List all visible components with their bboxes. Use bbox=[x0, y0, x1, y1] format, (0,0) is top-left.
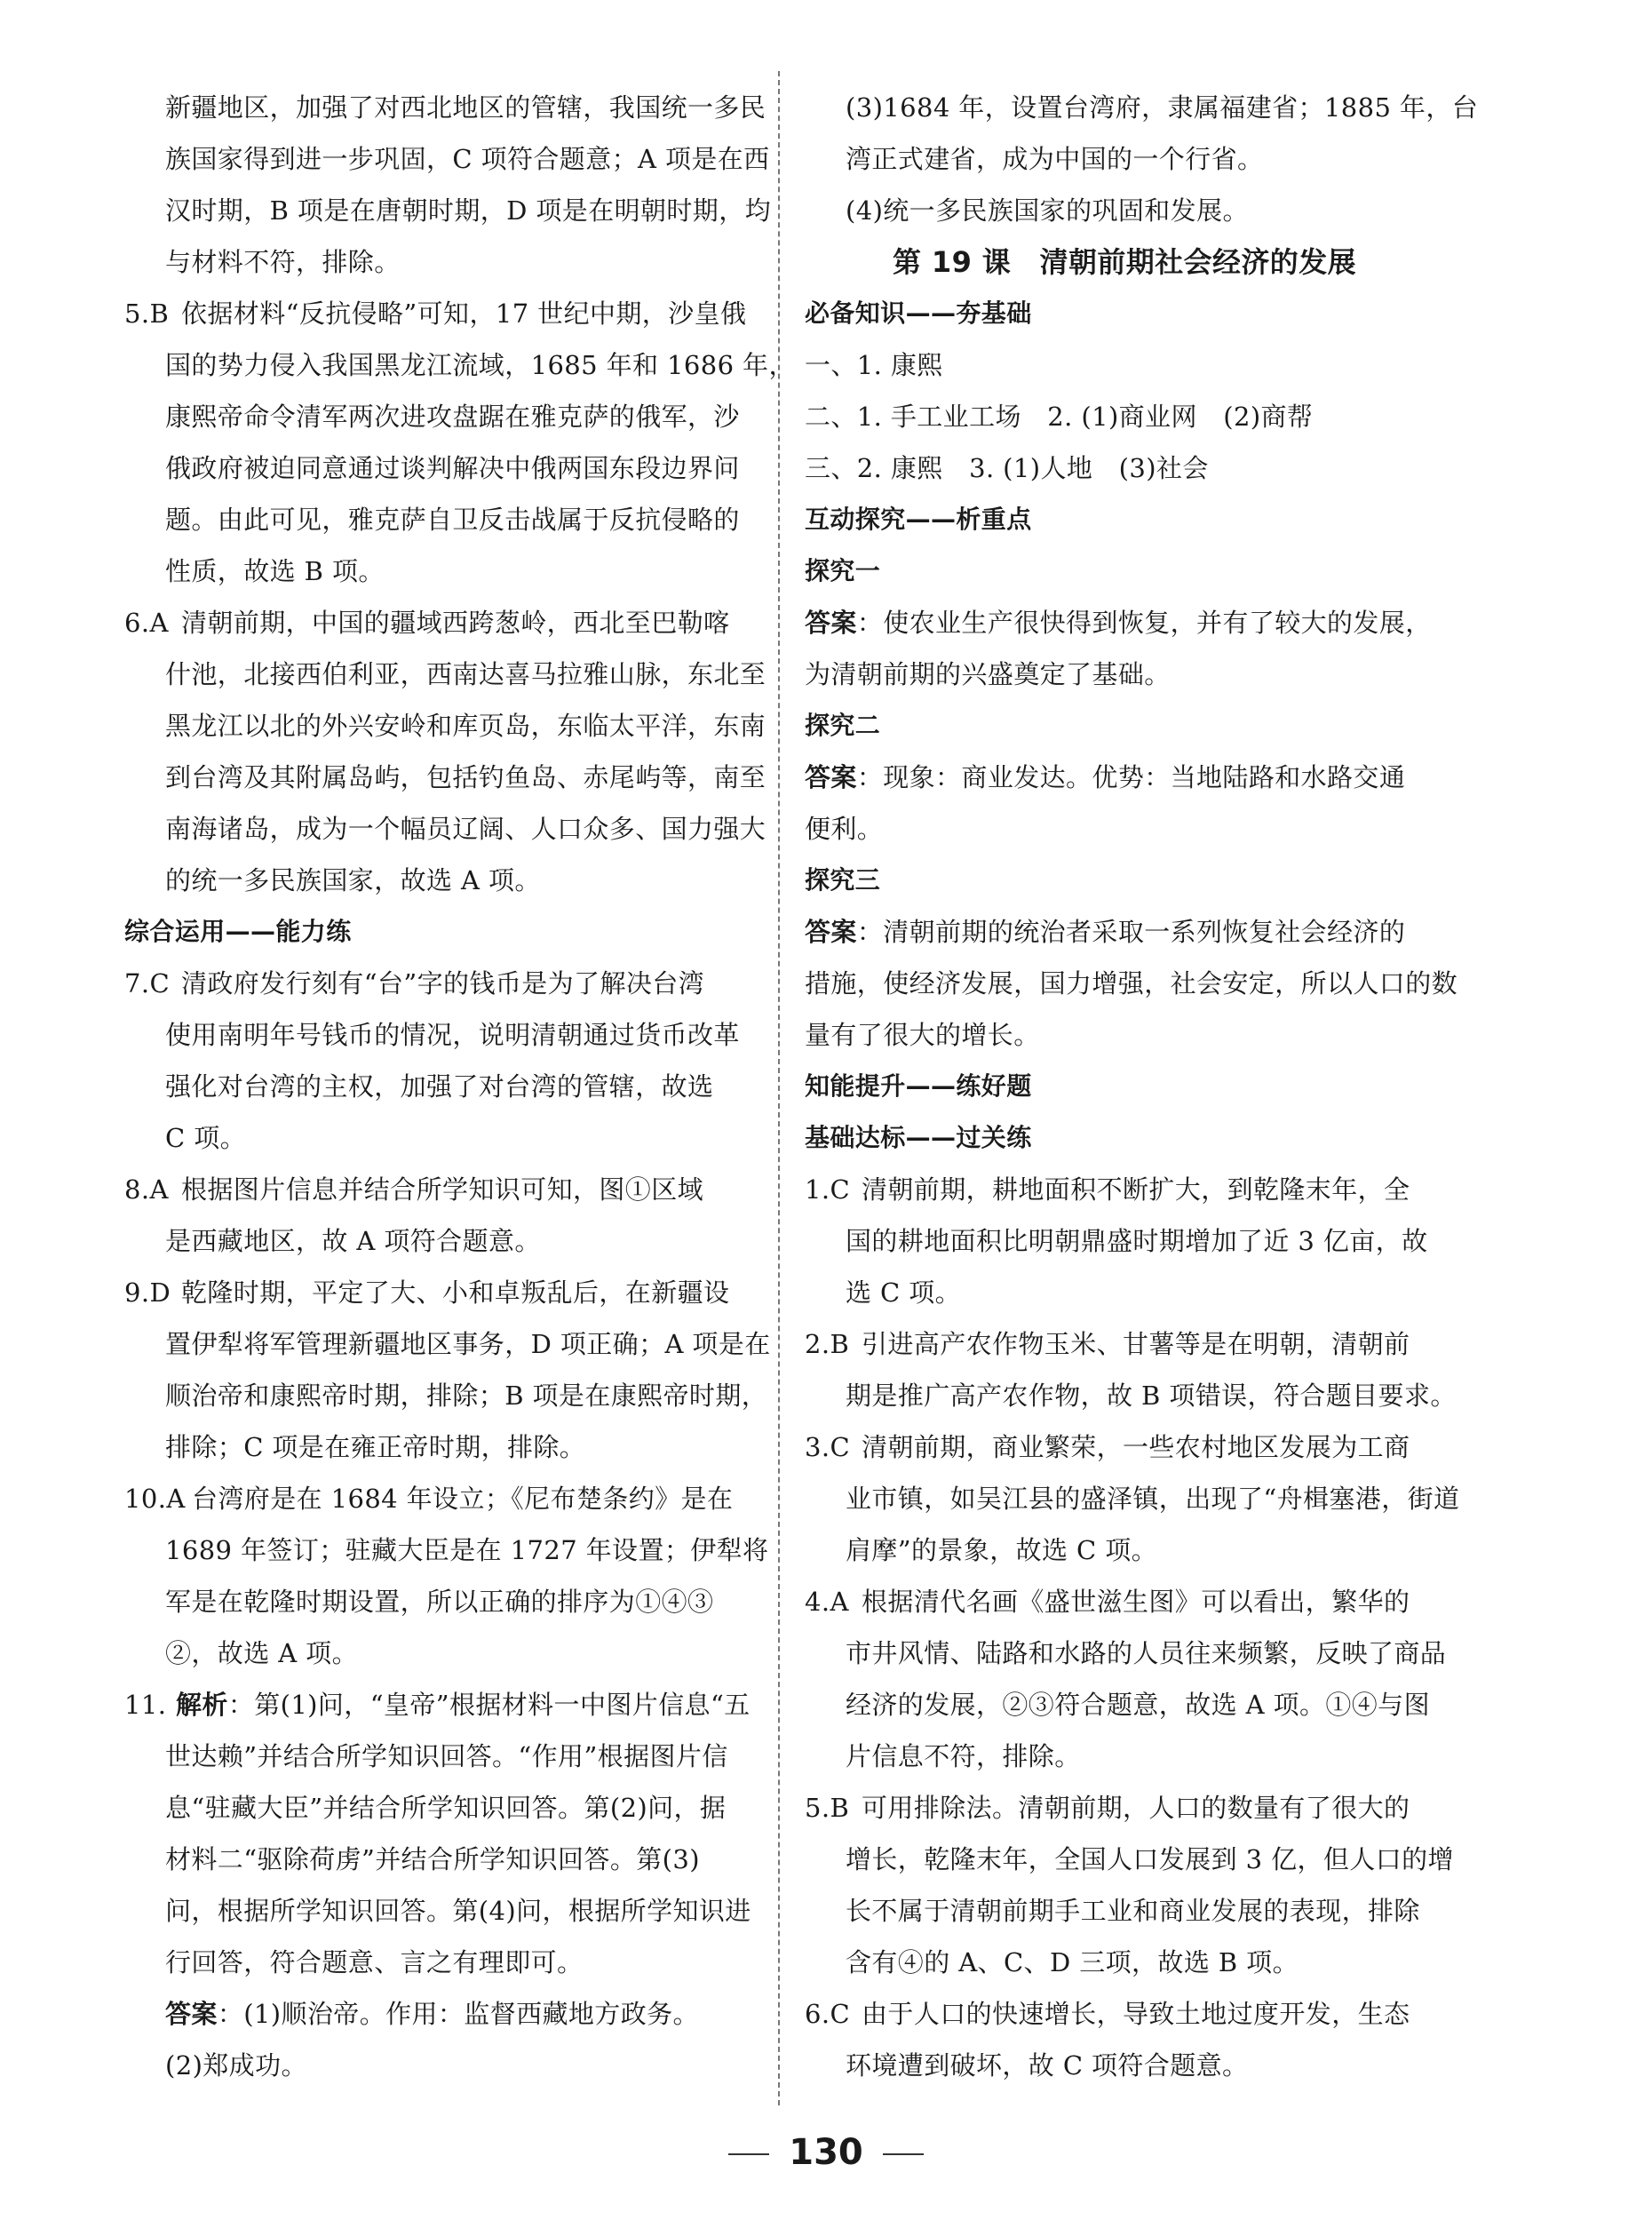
text-line: 片信息不符，排除。 bbox=[846, 1741, 1081, 1771]
subsection-heading: 探究三 bbox=[805, 865, 881, 895]
section-heading: 互动探究——析重点 bbox=[805, 505, 1032, 534]
section-heading: 综合运用——能力练 bbox=[124, 917, 352, 946]
section-heading: 必备知识——夯基础 bbox=[805, 298, 1032, 328]
answer-text: ：现象：商业发达。优势：当地陆路和水路交通 bbox=[856, 762, 1406, 792]
text-line: 新疆地区，加强了对西北地区的管辖，我国统一多民 bbox=[165, 92, 766, 123]
answer-line bbox=[805, 597, 1444, 649]
text-line: ②，故选 A 项。 bbox=[165, 1638, 358, 1668]
text-line: 市井风情、陆路和水路的人员往来频繁，反映了商品 bbox=[846, 1638, 1447, 1668]
text-line: 湾正式建省，成为中国的一个行省。 bbox=[846, 144, 1264, 174]
item-number: 3.C bbox=[805, 1432, 851, 1462]
text-line: 是西藏地区，故 A 项符合题意。 bbox=[165, 1226, 541, 1256]
text-line: (4)统一多民族国家的巩固和发展。 bbox=[846, 195, 1249, 226]
answer-text: ：(1)顺治帝。作用：监督西藏地方政务。 bbox=[217, 1999, 699, 2029]
text-line: 到台湾及其附属岛屿，包括钓鱼岛、赤尾屿等，南至 bbox=[165, 762, 766, 792]
item-text: 依据材料“反抗侵略”可知，17 世纪中期，沙皇俄 bbox=[181, 298, 747, 329]
answer-item-2 bbox=[805, 1318, 1444, 1370]
text-line: (2)郑成功。 bbox=[165, 2050, 307, 2081]
answer-item-6 bbox=[124, 597, 764, 649]
text-line: 康熙帝命令清军两次进攻盘踞在雅克萨的俄军，沙 bbox=[165, 402, 740, 432]
item-number: 5.B bbox=[124, 298, 170, 329]
item-number: 6.C bbox=[805, 1999, 851, 2029]
item-text: 根据清代名画《盛世滋生图》可以看出，繁华的 bbox=[862, 1587, 1410, 1617]
lesson-title: 第 19 课 清朝前期社会经济的发展 bbox=[892, 245, 1356, 279]
answer-text: ：使农业生产很快得到恢复，并有了较大的发展， bbox=[856, 608, 1432, 638]
subsection-heading: 探究二 bbox=[805, 711, 881, 740]
text-line: 肩摩”的景象，故选 C 项。 bbox=[846, 1535, 1158, 1565]
text-line: C 项。 bbox=[165, 1123, 247, 1153]
item-text: 根据图片信息并结合所学知识可知，图①区域 bbox=[181, 1174, 704, 1205]
answer-item-8 bbox=[124, 1164, 764, 1215]
item-text: 清政府发行刻有“台”字的钱币是为了解决台湾 bbox=[181, 968, 705, 999]
section-heading: 知能提升——练好题 bbox=[805, 1071, 1032, 1101]
answer-line bbox=[124, 1988, 764, 2040]
text-line: 1689 年签订；驻藏大臣是在 1727 年设置；伊犁将 bbox=[165, 1535, 769, 1565]
page-number bbox=[0, 2132, 1652, 2173]
text-line: 族国家得到进一步巩固，C 项符合题意；A 项是在西 bbox=[165, 144, 770, 174]
text-line: 国的势力侵入我国黑龙江流域，1685 年和 1686 年， bbox=[165, 350, 795, 380]
item-number: 6.A bbox=[124, 608, 169, 638]
item-number: 11. bbox=[124, 1690, 167, 1720]
item-text: ：第(1)问，“皇帝”根据材料一中图片信息“五 bbox=[227, 1690, 751, 1720]
right-column bbox=[805, 82, 1479, 2091]
item-text: 台湾府是在 1684 年设立；《尼布楚条约》是在 bbox=[192, 1484, 734, 1514]
item-number: 8.A bbox=[124, 1174, 169, 1205]
item-number: 9.D bbox=[124, 1277, 171, 1308]
answer-item-5 bbox=[805, 1782, 1444, 1834]
page-dash-right bbox=[883, 2153, 924, 2155]
item-number: 1.C bbox=[805, 1174, 851, 1205]
item-text: 可用排除法。清朝前期，人口的数量有了很大的 bbox=[862, 1793, 1410, 1823]
text-line: 选 C 项。 bbox=[846, 1277, 962, 1308]
page-number-text: 130 bbox=[789, 2132, 863, 2173]
text-line: 南海诸岛，成为一个幅员辽阔、人口众多、国力强大 bbox=[165, 814, 766, 844]
text-line: 经济的发展，②③符合题意，故选 A 项。①④与图 bbox=[846, 1690, 1430, 1720]
answer-label: 答案 bbox=[805, 762, 857, 792]
answer-item-10 bbox=[124, 1473, 764, 1524]
text-line: 世达赖”并结合所学知识回答。“作用”根据图片信 bbox=[165, 1741, 728, 1771]
answer-label: 答案 bbox=[165, 1999, 218, 2029]
text-line: 强化对台湾的主权，加强了对台湾的管辖，故选 bbox=[165, 1071, 714, 1102]
knowledge-line: 一、1. 康熙 bbox=[805, 350, 943, 380]
knowledge-line: 二、1. 手工业工场 2. (1)商业网 (2)商帮 bbox=[805, 402, 1314, 432]
text-line: 顺治帝和康熙帝时期，排除；B 项是在康熙帝时期， bbox=[165, 1381, 768, 1411]
text-line: 排除；C 项是在雍正帝时期，排除。 bbox=[165, 1432, 586, 1462]
text-line: 问，根据所学知识回答。第(4)问，根据所学知识进 bbox=[165, 1896, 751, 1926]
item-text: 清朝前期，耕地面积不断扩大，到乾隆末年，全 bbox=[862, 1174, 1410, 1205]
text-line: 措施，使经济发展，国力增强，社会安定，所以人口的数 bbox=[805, 968, 1458, 999]
item-number: 4.A bbox=[805, 1587, 849, 1617]
text-line: 使用南明年号钱币的情况，说明清朝通过货币改革 bbox=[165, 1020, 740, 1050]
text-line: (3)1684 年，设置台湾府，隶属福建省；1885 年，台 bbox=[846, 92, 1479, 123]
answer-item-9 bbox=[124, 1267, 764, 1318]
item-text: 由于人口的快速增长，导致土地过度开发，生态 bbox=[862, 1999, 1410, 2029]
text-line: 长不属于清朝前期手工业和商业发展的表现，排除 bbox=[846, 1896, 1420, 1926]
text-line: 性质，故选 B 项。 bbox=[165, 556, 385, 586]
text-line: 题。由此可见，雅克萨自卫反击战属于反抗侵略的 bbox=[165, 505, 740, 535]
text-line: 置伊犁将军管理新疆地区事务，D 项正确；A 项是在 bbox=[165, 1329, 771, 1359]
item-text: 乾隆时期，平定了大、小和卓叛乱后，在新疆设 bbox=[181, 1277, 730, 1308]
answer-item-4 bbox=[805, 1576, 1444, 1627]
item-number: 10.A bbox=[124, 1484, 186, 1514]
text-line: 黑龙江以北的外兴安岭和库页岛，东临太平洋，东南 bbox=[165, 711, 766, 741]
text-line: 与材料不符，排除。 bbox=[165, 247, 401, 277]
answer-item-6 bbox=[805, 1988, 1444, 2040]
text-line: 量有了很大的增长。 bbox=[805, 1020, 1040, 1050]
answer-item-3 bbox=[805, 1421, 1444, 1473]
answer-item-11 bbox=[124, 1679, 764, 1731]
answer-item-1 bbox=[805, 1164, 1444, 1215]
answer-item-7 bbox=[124, 958, 764, 1009]
answer-label: 答案 bbox=[805, 917, 857, 947]
answer-text: ：清朝前期的统治者采取一系列恢复社会经济的 bbox=[856, 917, 1406, 947]
text-line: 汉时期，B 项是在唐朝时期，D 项是在明朝时期，均 bbox=[165, 195, 771, 226]
left-column bbox=[124, 82, 795, 2091]
knowledge-line: 三、2. 康熙 3. (1)人地 (3)社会 bbox=[805, 453, 1209, 483]
text-line: 息“驻藏大臣”并结合所学知识回答。第(2)问，据 bbox=[165, 1793, 727, 1823]
text-line: 环境遭到破坏，故 C 项符合题意。 bbox=[846, 2050, 1249, 2081]
item-number: 2.B bbox=[805, 1329, 850, 1359]
item-text: 引进高产农作物玉米、甘薯等是在明朝，清朝前 bbox=[862, 1329, 1410, 1359]
text-line: 什池，北接西伯利亚，西南达喜马拉雅山脉，东北至 bbox=[165, 659, 766, 689]
answer-item-5 bbox=[124, 288, 764, 339]
answer-label: 答案 bbox=[805, 608, 857, 638]
item-number: 7.C bbox=[124, 968, 171, 999]
item-number: 5.B bbox=[805, 1793, 850, 1823]
text-line: 的统一多民族国家，故选 A 项。 bbox=[165, 865, 541, 895]
text-line: 增长，乾隆末年，全国人口发展到 3 亿，但人口的增 bbox=[846, 1844, 1454, 1874]
text-line: 行回答，符合题意、言之有理即可。 bbox=[165, 1947, 584, 1977]
page-dash-left bbox=[728, 2153, 769, 2155]
section-heading: 基础达标——过关练 bbox=[805, 1123, 1032, 1152]
text-line: 军是在乾隆时期设置，所以正确的排序为①④③ bbox=[165, 1587, 714, 1617]
item-text: 清朝前期，商业繁荣，一些农村地区发展为工商 bbox=[862, 1432, 1410, 1462]
text-line: 国的耕地面积比明朝鼎盛时期增加了近 3 亿亩，故 bbox=[846, 1226, 1428, 1256]
answer-line bbox=[805, 752, 1444, 803]
text-line: 材料二“驱除荷虏”并结合所学知识回答。第(3) bbox=[165, 1844, 700, 1874]
subsection-heading: 探究一 bbox=[805, 556, 881, 585]
analysis-label: 解析 bbox=[176, 1690, 228, 1720]
text-line: 俄政府被迫同意通过谈判解决中俄两国东段边界问 bbox=[165, 453, 740, 483]
answer-line bbox=[805, 906, 1444, 958]
text-line: 业市镇，如吴江县的盛泽镇，出现了“舟楫塞港，街道 bbox=[846, 1484, 1460, 1514]
text-line: 为清朝前期的兴盛奠定了基础。 bbox=[805, 659, 1171, 689]
item-text: 清朝前期，中国的疆域西跨葱岭，西北至巴勒喀 bbox=[181, 608, 730, 638]
text-line: 含有④的 A、C、D 三项，故选 B 项。 bbox=[846, 1947, 1299, 1977]
text-line: 期是推广高产农作物，故 B 项错误，符合题目要求。 bbox=[846, 1381, 1457, 1411]
text-line: 便利。 bbox=[805, 814, 884, 844]
